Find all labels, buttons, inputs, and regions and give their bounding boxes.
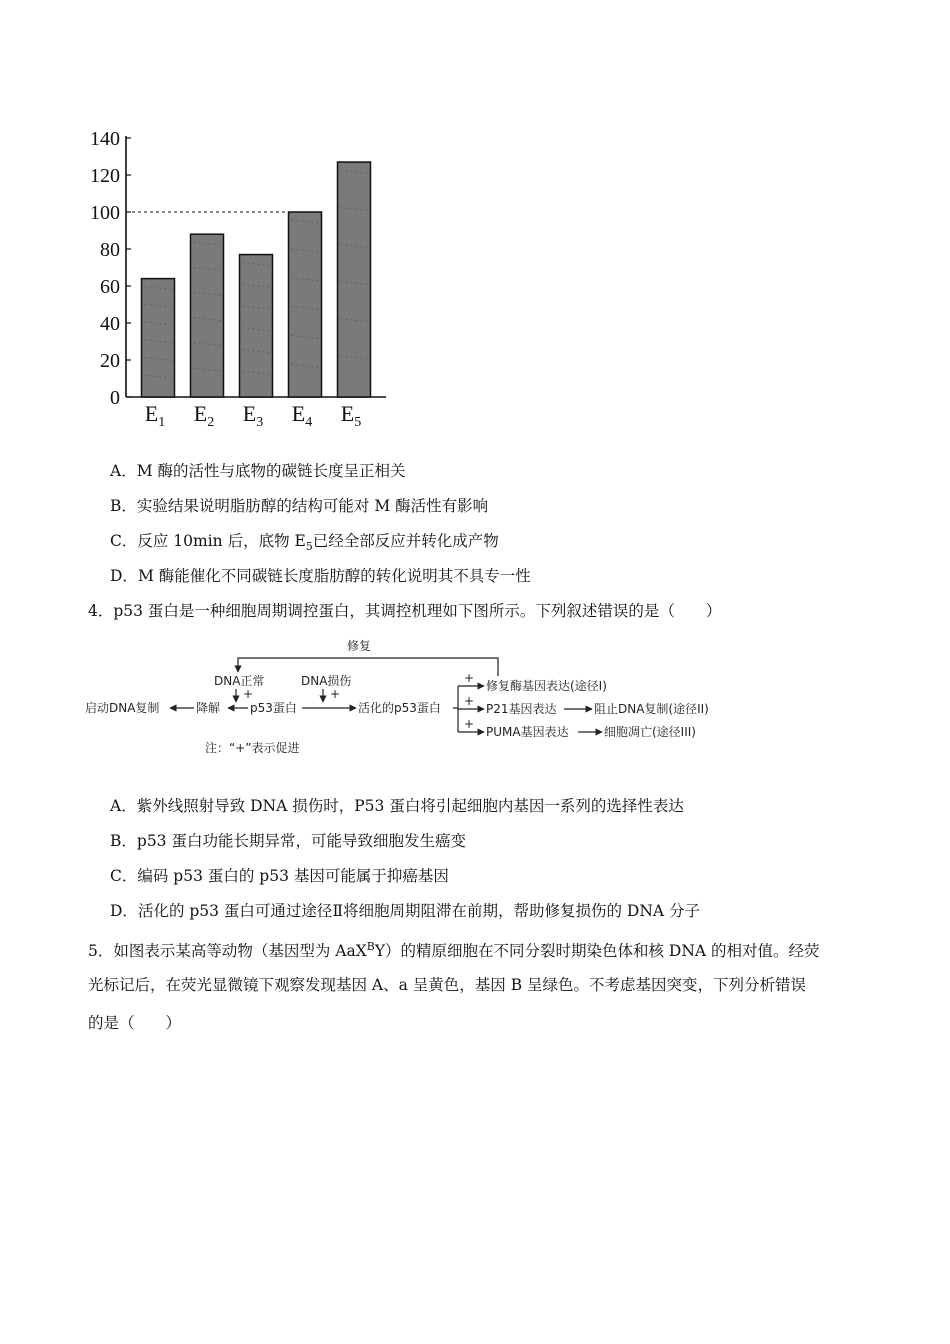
activated-p53-label: 活化的p53蛋白 <box>358 701 441 715</box>
repair-label: 修复 <box>347 639 372 653</box>
path2-gene-label: P21基因表达 <box>486 702 557 716</box>
q4-option-d <box>110 901 700 921</box>
path3-result-label: 细胞凋亡(途径III) <box>604 725 696 739</box>
degrade-label: 降解 <box>196 701 221 715</box>
x-tick-base: E <box>144 401 159 426</box>
x-tick-subscript: 5 <box>354 415 362 430</box>
q5-line-3: 的是（ ） <box>88 1014 182 1032</box>
x-tick-subscript: 1 <box>158 415 166 430</box>
bar-e4 <box>289 212 322 397</box>
y-tick-label: 0 <box>110 387 120 409</box>
option-letter: C． <box>110 867 138 885</box>
repair-arrow <box>238 658 498 676</box>
q5-line-2: 光标记后，在荧光显微镜下观察发现基因 A、a 呈黄色，基因 B 呈绿色。不考虑基因突变，下列分析错误 <box>88 976 807 994</box>
plus-sign: + <box>464 694 475 708</box>
bar-e5 <box>338 162 371 397</box>
x-tick-base: E <box>242 401 257 426</box>
q3-option-d <box>110 566 531 586</box>
x-tick-label <box>145 401 165 430</box>
option-text: M 酶能催化不同碳链长度脂肪醇的转化说明其不具专一性 <box>137 567 531 585</box>
q4-option-c <box>110 866 449 886</box>
y-tick-label: 140 <box>90 128 120 150</box>
x-tick-label <box>292 401 312 430</box>
y-tick-label: 80 <box>100 239 120 261</box>
option-text-after: 已经全部反应并转化成产物 <box>312 532 499 550</box>
option-letter: A． <box>110 797 137 815</box>
branch-bracket <box>453 686 458 732</box>
plus-sign: + <box>464 671 475 685</box>
y-tick-label: 40 <box>100 313 120 335</box>
bar-chart <box>80 120 400 430</box>
q5-line-1 <box>88 937 820 961</box>
plus-sign: + <box>330 687 341 701</box>
q3-option-b <box>110 496 488 516</box>
option-letter: D． <box>110 902 138 920</box>
path1-label: 修复酶基因表达(途径I) <box>486 679 607 693</box>
plus-sign: + <box>464 717 475 731</box>
option-text: 紫外线照射导致 DNA 损伤时，P53 蛋白将引起细胞内基因一系列的选择性表达 <box>136 797 684 815</box>
x-tick-subscript: 4 <box>305 415 313 430</box>
bar-e1 <box>142 279 175 397</box>
option-letter: B． <box>110 497 137 515</box>
path3-gene-label: PUMA基因表达 <box>486 725 569 739</box>
y-tick-label: 20 <box>100 350 120 372</box>
x-tick-base: E <box>340 401 355 426</box>
y-tick-label: 100 <box>90 202 120 224</box>
q4-option-b <box>110 831 466 851</box>
p53-regulation-diagram <box>80 628 780 768</box>
option-text: p53 蛋白功能长期异常，可能导致细胞发生癌变 <box>136 832 466 850</box>
option-text: 活化的 p53 蛋白可通过途径Ⅱ将细胞周期阻滞在前期，帮助修复损伤的 DNA 分子 <box>137 902 701 920</box>
chart-bars <box>142 162 371 397</box>
option-letter: A． <box>110 462 137 480</box>
dna-normal-label: DNA正常 <box>214 674 265 688</box>
plus-sign: + <box>243 687 254 701</box>
option-text: 编码 p53 蛋白的 p53 基因可能属于抑癌基因 <box>137 867 449 885</box>
path2-result-label: 阻止DNA复制(途径II) <box>594 702 709 716</box>
diagram-note: 注：“+”表示促进 <box>205 741 300 755</box>
option-subscript: 5 <box>305 540 313 554</box>
start-replication-label: 启动DNA复制 <box>85 701 160 715</box>
y-tick-label: 60 <box>100 276 120 298</box>
option-letter: D． <box>110 567 138 585</box>
q3-option-c <box>110 531 499 557</box>
dna-damage-label: DNA损伤 <box>301 674 352 688</box>
q4-option-a <box>110 796 684 816</box>
bar-e3 <box>240 255 273 397</box>
x-tick-label <box>194 401 214 430</box>
option-letter: C． <box>110 532 138 550</box>
option-text-before: 反应 10min 后，底物 E <box>137 532 306 550</box>
bar-e2 <box>191 234 224 397</box>
q5-text-after: Y）的精原细胞在不同分裂时期染色体和核 DNA 的相对值。经荧 <box>374 942 820 961</box>
option-text: 实验结果说明脂肪醇的结构可能对 M 酶活性有影响 <box>136 497 489 515</box>
x-tick-base: E <box>291 401 306 426</box>
x-tick-subscript: 3 <box>256 415 264 430</box>
x-tick-base: E <box>193 401 208 426</box>
p53-label: p53蛋白 <box>250 701 297 715</box>
option-letter: B． <box>110 832 137 850</box>
x-tick-subscript: 2 <box>207 415 215 430</box>
option-text: M 酶的活性与底物的碳链长度呈正相关 <box>136 462 406 480</box>
q5-superscript: B <box>366 940 375 953</box>
y-tick-label: 120 <box>90 165 120 187</box>
x-tick-label <box>341 401 361 430</box>
q5-text-before: 5．如图表示某高等动物（基因型为 AaX <box>88 942 367 961</box>
x-tick-label <box>243 401 263 430</box>
q3-option-a <box>110 461 406 481</box>
q4-stem: 4．p53 蛋白是一种细胞周期调控蛋白，其调控机理如下图所示。下列叙述错误的是（ ） <box>88 602 722 620</box>
